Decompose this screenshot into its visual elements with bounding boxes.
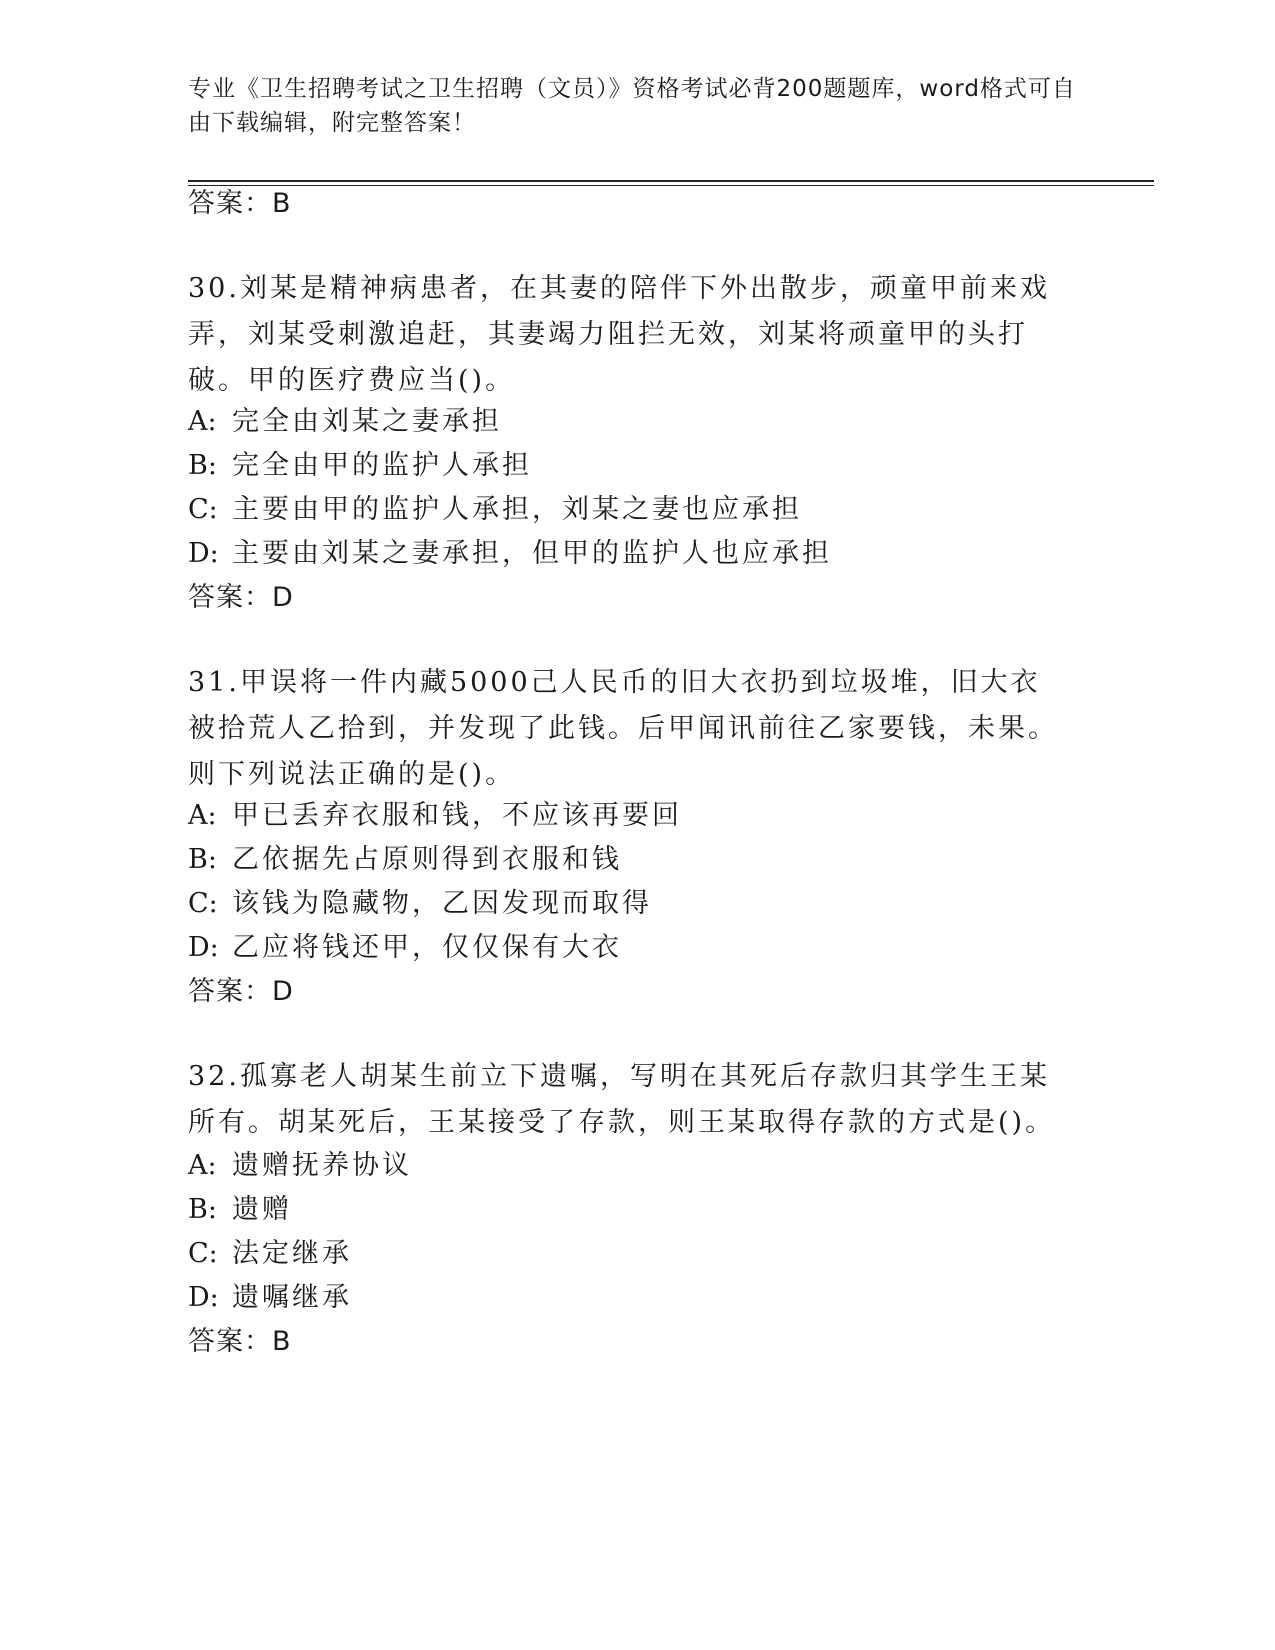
option-text: 乙应将钱还甲，仅仅保有大衣	[232, 932, 622, 963]
option-letter: A:	[188, 1150, 217, 1181]
document-header: 专业《卫生招聘考试之卫生招聘（文员）》资格考试必背200题题库，word格式可自由下载编辑，附完整答案！	[188, 76, 1076, 136]
question-30-answer: 答案：D	[188, 582, 294, 613]
option-text: 乙依据先占原则得到衣服和钱	[232, 844, 622, 875]
option-letter: A:	[188, 800, 217, 831]
header-divider	[188, 180, 1154, 186]
question-30-option-b	[188, 448, 532, 484]
option-text: 该钱为隐藏物，乙因发现而取得	[232, 888, 652, 919]
question-32-option-c	[188, 1236, 352, 1272]
option-text: 遗赠抚养协议	[232, 1150, 412, 1181]
option-letter: A:	[188, 406, 217, 437]
question-32-option-d	[188, 1280, 352, 1316]
question-31-text: 31.甲误将一件内藏5000己人民币的旧大衣扔到垃圾堆，旧大衣被拾荒人乙拾到，并发现了此钱。后甲闻讯前往乙家要钱，未果。则下列说法正确的是()。	[188, 667, 1058, 790]
option-text: 完全由甲的监护人承担	[232, 450, 532, 481]
option-text: 主要由刘某之妻承担，但甲的监护人也应承担	[232, 538, 832, 569]
option-letter: C:	[188, 888, 218, 919]
previous-answer: 答案：B	[188, 188, 292, 219]
option-letter: B:	[188, 450, 217, 481]
question-32-answer: 答案：B	[188, 1326, 292, 1357]
question-31-option-a	[188, 798, 682, 834]
question-31-option-c	[188, 886, 652, 922]
question-31-option-d	[188, 930, 622, 966]
option-text: 法定继承	[232, 1238, 352, 1269]
option-letter: D:	[188, 1282, 219, 1313]
question-32-text: 32.孤寡老人胡某生前立下遗嘱，写明在其死后存款归其学生王某所有。胡某死后，王某接受了存款，则王某取得存款的方式是()。	[188, 1061, 1056, 1138]
question-32-option-b	[188, 1192, 292, 1228]
option-letter: B:	[188, 1194, 217, 1225]
option-letter: D:	[188, 932, 219, 963]
option-text: 主要由甲的监护人承担，刘某之妻也应承担	[232, 494, 802, 525]
option-text: 甲已丢弃衣服和钱，不应该再要回	[232, 800, 682, 831]
question-32-option-a	[188, 1148, 412, 1184]
question-31-option-b	[188, 842, 622, 878]
option-letter: C:	[188, 1238, 218, 1269]
option-letter: D:	[188, 538, 219, 569]
question-30-option-d	[188, 536, 832, 572]
question-30-option-a	[188, 404, 502, 440]
question-30-option-c	[188, 492, 802, 528]
option-text: 完全由刘某之妻承担	[232, 406, 502, 437]
option-letter: C:	[188, 494, 218, 525]
option-text: 遗赠	[232, 1194, 292, 1225]
option-letter: B:	[188, 844, 217, 875]
question-30-text: 30.刘某是精神病患者，在其妻的陪伴下外出散步，顽童甲前来戏弄，刘某受刺激追赶，其妻竭力阻拦无效，刘某将顽童甲的头打破。甲的医疗费应当()。	[188, 273, 1050, 396]
option-text: 遗嘱继承	[232, 1282, 352, 1313]
question-31-answer: 答案：D	[188, 976, 294, 1007]
